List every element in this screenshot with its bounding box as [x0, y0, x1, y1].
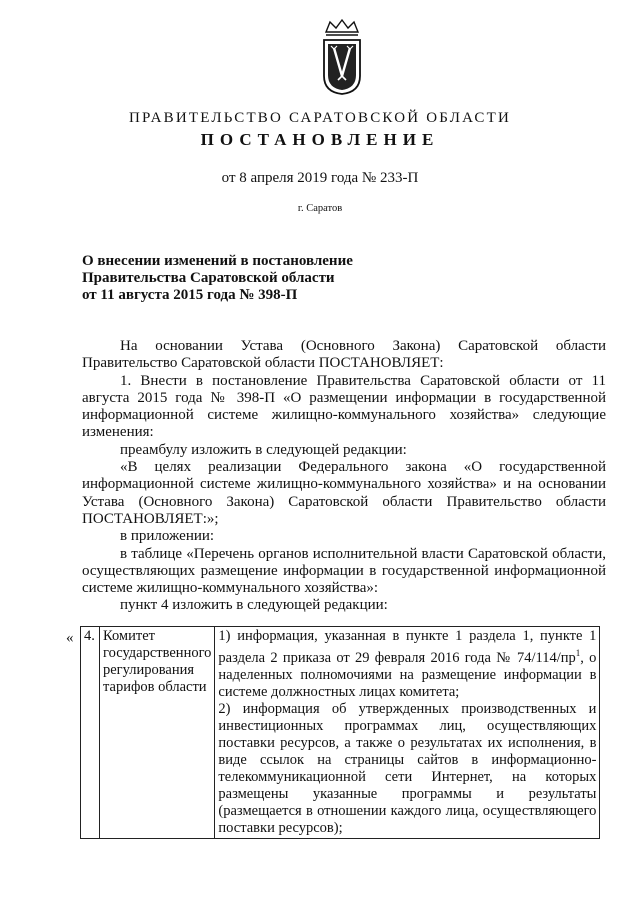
- subject-line: от 11 августа 2015 года № 398-П: [82, 287, 298, 303]
- city: г. Саратов: [297, 203, 343, 214]
- paragraph: в приложении:: [120, 528, 215, 545]
- subject-block: [82, 253, 353, 304]
- table-row: [81, 627, 600, 839]
- paragraph: пункт 4 изложить в следующей редакции:: [120, 597, 388, 614]
- paragraph: 1. Внести в постановление Правительства Саратовской области от 11 августа 2015 года № 398-П «О размещении информации в государственной информационной системе жилищно-коммунального хозяйства» следующие изменения:: [82, 372, 606, 441]
- subject-line: Правительства Саратовской области: [82, 270, 335, 286]
- saratov-coat-of-arms-icon: [320, 18, 364, 96]
- info-item-1-tail: , о наделенных полномочиями на размещение информации в системе должностных лицах комитета;: [218, 649, 597, 700]
- appendix-table: [80, 626, 600, 839]
- paragraph: «В целях реализации Федерального закона «О государственной информационной системе жилищно-коммунального хозяйства» и на основании Устава (Основного Закона) Саратовской области Правительство области ПОСТАНОВЛЯЕТ:»;: [82, 459, 606, 527]
- footnote-mark: 1: [575, 648, 581, 658]
- date-number: от 8 апреля 2019 года № 233-П: [221, 170, 419, 186]
- info-item-2: 2) информация об утвержденных производственных и инвестиционных программах лиц, осуществляющих поставки ресурсов, а также о результатах их исполнения, в виде ссылок на страницы сайтов в информационно-телекоммуникационной сети Интернет, на которых размещены указанные программы и результаты (размещается в отношении каждого лица, осуществляющего поставки ресурсов);: [218, 700, 597, 836]
- paragraph: в таблице «Перечень органов исполнительной власти Саратовской области, осуществляющих размещение информации в государственной информационной системе жилищно-коммунального хозяйства»:: [82, 545, 606, 597]
- body-text: [82, 338, 606, 615]
- document-type: ПОСТАНОВЛЕНИЕ: [200, 130, 440, 149]
- opening-quote: «: [66, 630, 74, 646]
- info-item-1-text: 1) информация, указанная в пункте 1 раздела 1, пункте 1 раздела 2 приказа от 29 февраля 2016 года № 74/114/пр: [218, 628, 597, 666]
- subject-line: О внесении изменений в постановление: [82, 253, 353, 269]
- row-number: 4.: [81, 627, 100, 839]
- info-item-1: [218, 628, 596, 701]
- info-cell: [215, 627, 600, 839]
- paragraph: На основании Устава (Основного Закона) Саратовской области Правительство Саратовской области ПОСТАНОВЛЯЕТ:: [82, 338, 606, 372]
- paragraph: преамбулу изложить в следующей редакции:: [120, 441, 407, 458]
- government-name: ПРАВИТЕЛЬСТВО САРАТОВСКОЙ ОБЛАСТИ: [128, 110, 512, 126]
- organ-name: Комитет государственного регулирования тарифов области: [100, 627, 215, 839]
